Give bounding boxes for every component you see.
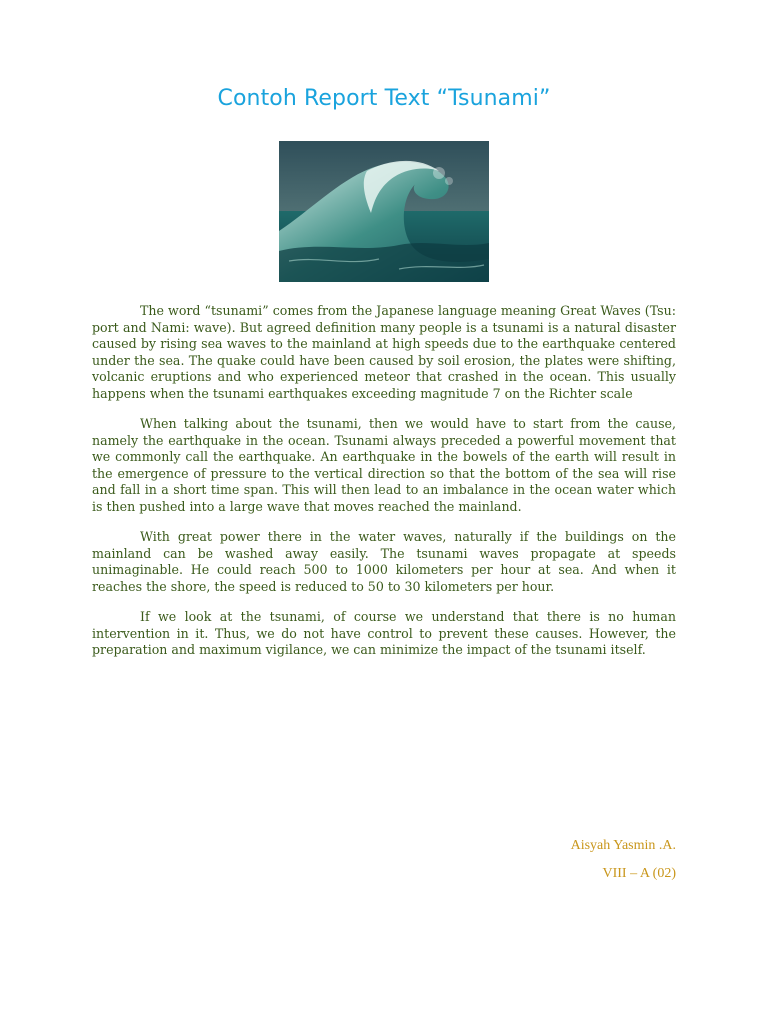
paragraph-definition: The word “tsunami” comes from the Japanese language meaning Great Waves (Tsu: port and Nami: wave). But agreed definition many people is a tsunami is a natural disaster caused by rising sea waves to the mainland at high speeds due to the earthquake centered under the sea. The quake could have been caused by soil erosion, the plates were shifting, volcanic eruptions and who experienced meteor that crashed in the ocean. This usually happens when the tsunami earthquakes exceeding magnitude 7 on the Richter scale — [92, 303, 676, 401]
author-class: VIII – A (02) — [602, 866, 676, 881]
paragraph-conclusion: If we look at the tsunami, of course we understand that there is no human intervention in it. Thus, we do not have control to prevent these causes. However, the preparation and maximum vigilance, we can minimize the impact of the tsunami itself. — [92, 609, 676, 657]
paragraph-speed: With great power there in the water waves, naturally if the buildings on the mainland can be washed away easily. The tsunami waves propagate at speeds unimaginable. He could reach 500 to 1000 kilometers per hour at sea. And when it reaches the shore, the speed is reduced to 50 to 30 kilometers per hour. — [92, 529, 676, 594]
report-body — [92, 303, 676, 673]
tsunami-wave-image — [279, 141, 489, 282]
author-name: Aisyah Yasmin .A. — [570, 838, 676, 853]
paragraph-cause: When talking about the tsunami, then we would have to start from the cause, namely the earthquake in the ocean. Tsunami always preceded a powerful movement that we commonly call the earthquake. An earthquake in the bowels of the earth will result in the emergence of pressure to the vertical direction so that the bottom of the sea will rise and fall in a short time span. This will then lead to an imbalance in the ocean water which is then pushed into a large wave that moves reached the mainland. — [92, 416, 676, 514]
document-title: Contoh Report Text “Tsunami” — [217, 86, 551, 111]
